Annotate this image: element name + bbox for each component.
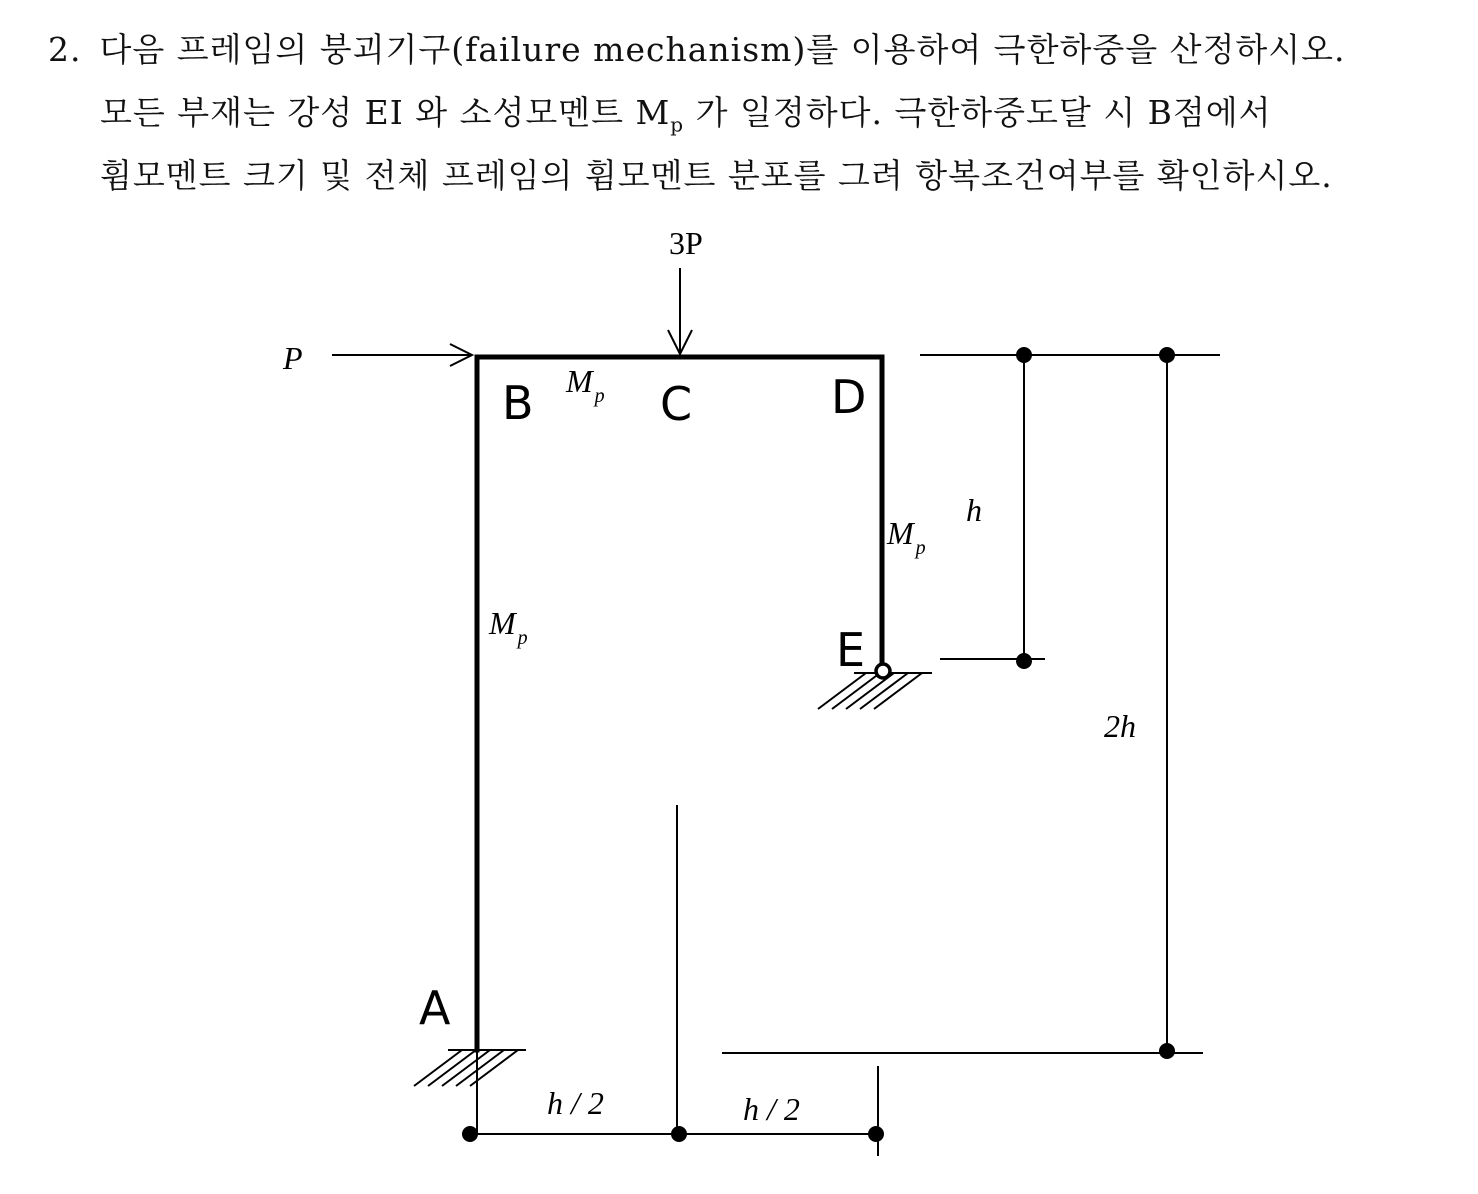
- problem-number: 2.: [48, 30, 82, 69]
- point-label-e: E: [836, 623, 866, 677]
- dim-dot: [1016, 347, 1032, 363]
- mp-label-column-de: M $_p$: [887, 515, 926, 559]
- label-horizontal-load: P: [283, 340, 303, 376]
- problem-text-2b: 가 일정하다. 극한하중도달 시 B점에서: [684, 93, 1272, 132]
- point-label-d: D: [831, 370, 867, 424]
- problem-text-3: 휨모멘트 크기 및 전체 프레임의 휨모멘트 분포를 그려 항복조건여부를 확인하시오.: [100, 156, 1333, 195]
- dim-label-2h: 2h: [1104, 708, 1136, 744]
- point-label-c: C: [660, 377, 693, 431]
- dim-dot: [1016, 653, 1032, 669]
- dim-label-h: h: [966, 492, 982, 528]
- problem-text-2a: 모든 부재는 강성 EI 와 소성모멘트 M: [100, 93, 671, 132]
- dim-dot: [462, 1126, 478, 1142]
- dim-dot: [868, 1126, 884, 1142]
- dim-dot: [1159, 1043, 1175, 1059]
- dim-label-half-left: h / 2: [547, 1085, 604, 1121]
- point-label-a: A: [419, 981, 451, 1035]
- fixed-support-a: [414, 1050, 526, 1086]
- problem-text-2-sub: p: [670, 112, 685, 137]
- label-vertical-load: 3P: [669, 225, 703, 261]
- mp-label-column-ab: M $_p$: [489, 605, 528, 649]
- dim-dot: [1159, 347, 1175, 363]
- dim-dot: [671, 1126, 687, 1142]
- hinge-e: [876, 664, 890, 678]
- mp-label-beam: M $_p$: [566, 363, 605, 407]
- point-label-b: B: [502, 376, 534, 430]
- dim-label-half-right: h / 2: [743, 1091, 800, 1127]
- problem-text-1: 다음 프레임의 붕괴기구(failure mechanism)를 이용하여 극한하중을 산정하시오.: [99, 30, 1346, 69]
